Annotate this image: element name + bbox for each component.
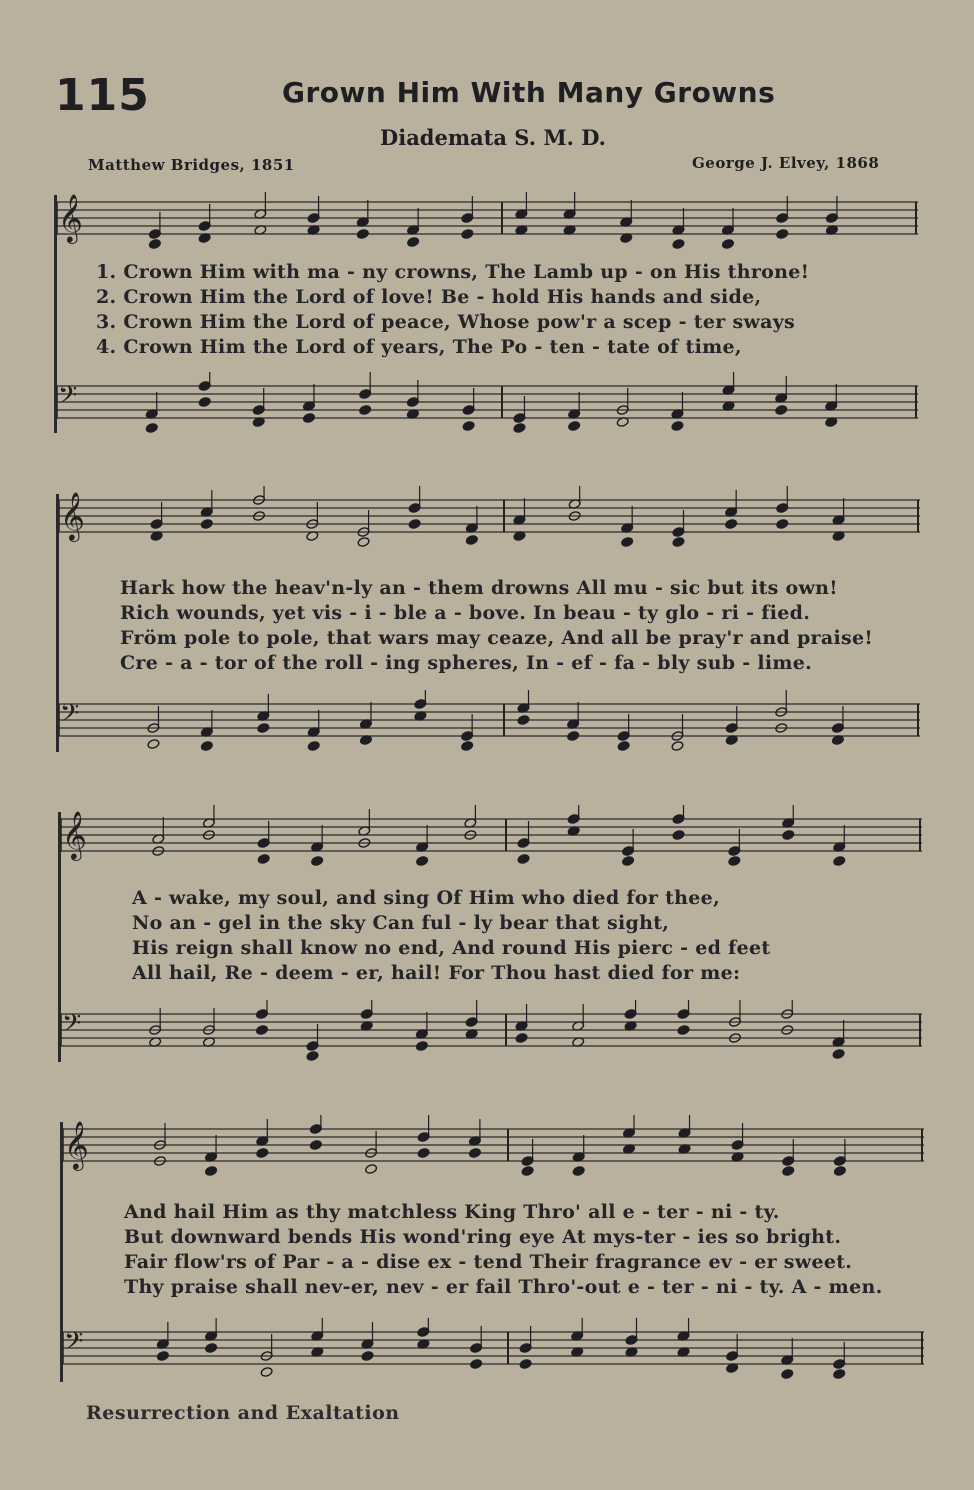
treble-staff: [58, 486, 920, 556]
note-head: [356, 229, 369, 240]
note-head: [833, 1166, 846, 1177]
note-head: [415, 1041, 428, 1052]
lyric-line: A - wake, my soul, and sing Of Him who died for thee,: [132, 887, 720, 909]
lyric-line: Hark how the heav'n-ly an - them drowns All mu - sic but its own!: [120, 577, 838, 599]
note-head: [256, 1148, 269, 1159]
treble-clef-icon: 𝄞: [64, 1120, 89, 1169]
note-head: [567, 731, 580, 742]
note-head: [145, 423, 158, 434]
section-footer: Resurrection and Exaltation: [86, 1402, 400, 1424]
note-head: [672, 239, 685, 250]
note-head: [306, 1051, 319, 1062]
bass-clef-icon: 𝄢: [62, 1009, 82, 1044]
treble-clef-icon: 𝄞: [58, 193, 83, 242]
lyric-line: Rich wounds, yet vis - i - ble a - bove. In beau - ty glo - ri - fied.: [120, 602, 811, 624]
note-head: [260, 1367, 273, 1378]
note-head: [461, 229, 474, 240]
hymn-number: 115: [55, 70, 150, 121]
note-head: [672, 830, 685, 841]
note-head: [671, 421, 684, 432]
note-head: [672, 537, 685, 548]
note-head: [725, 519, 738, 530]
note-head: [468, 1148, 481, 1159]
note-head: [517, 715, 530, 726]
hymn-title: Grown Him With Many Growns: [282, 76, 776, 109]
author-credit: Matthew Bridges, 1851: [88, 156, 295, 174]
note-head: [517, 854, 530, 865]
note-head: [200, 741, 213, 752]
note-head: [198, 397, 211, 408]
note-head: [470, 1359, 483, 1370]
note-head: [465, 535, 478, 546]
note-head: [200, 519, 213, 530]
lyric-line: 3. Crown Him the Lord of peace, Whose pow'r a scep - ter sways: [96, 311, 796, 333]
lyric-line: All hail, Re - deem - er, hail! For Thou hast died for me:: [132, 962, 741, 984]
note-head: [257, 854, 270, 865]
note-head: [357, 537, 370, 548]
lyric-line: His reign shall know no end, And round His pierc - ed feet: [132, 937, 771, 959]
lyric-line: Thy praise shall nev-er, nev - er fail Thro'-out e - ter - ni - ty. A - men.: [124, 1276, 883, 1298]
note-head: [782, 830, 795, 841]
note-head: [365, 1164, 378, 1175]
note-head: [148, 239, 161, 250]
lyric-line: Fair flow'rs of Par - a - dise ex - tend Their fragrance ev - er sweet.: [124, 1251, 853, 1273]
note-head: [568, 421, 581, 432]
bass-staff: [58, 690, 920, 760]
note-head: [462, 421, 475, 432]
note-head: [677, 1025, 690, 1036]
treble-clef-icon: 𝄞: [60, 491, 85, 540]
treble-staff: [60, 805, 922, 875]
note-head: [256, 1025, 269, 1036]
treble-staff: [62, 1115, 924, 1185]
bass-clef-icon: 𝄢: [60, 699, 80, 734]
bass-staff: [60, 1000, 922, 1070]
note-head: [361, 1351, 374, 1362]
note-head: [408, 519, 421, 530]
bass-clef-icon: 𝄢: [64, 1327, 84, 1362]
bass-staff: [62, 1318, 924, 1388]
note-head: [205, 1343, 218, 1354]
lyric-line: 1. Crown Him with ma - ny crowns, The Lamb up - on His throne!: [96, 261, 810, 283]
note-head: [302, 413, 315, 424]
composer-credit: George J. Elvey, 1868: [692, 154, 880, 172]
note-head: [156, 1351, 169, 1362]
lyric-line: And hail Him as thy matchless King Thro' all e - ter - ni - ty.: [124, 1201, 780, 1223]
note-head: [621, 537, 634, 548]
bass-staff: [56, 372, 918, 442]
note-head: [311, 856, 324, 867]
note-head: [307, 741, 320, 752]
note-head: [515, 1033, 528, 1044]
lyric-line: 4. Crown Him the Lord of years, The Po - ten - tate of time,: [96, 336, 742, 358]
note-head: [832, 1049, 845, 1060]
note-head: [622, 856, 635, 867]
lyric-line: 2. Crown Him the Lord of love! Be - hold His hands and side,: [96, 286, 762, 308]
note-head: [833, 1369, 846, 1380]
note-head: [782, 1166, 795, 1177]
lyric-line: But downward bends His wond'ring eye At mys-ter - ies so bright.: [124, 1226, 842, 1248]
note-head: [728, 856, 741, 867]
note-head: [407, 237, 420, 248]
note-head: [781, 1369, 794, 1380]
note-head: [461, 741, 474, 752]
lyric-line: No an - gel in the sky Can ful - ly bear that sight,: [132, 912, 670, 934]
note-head: [205, 1166, 218, 1177]
note-head: [776, 229, 789, 240]
note-head: [309, 1140, 322, 1151]
note-head: [417, 1148, 430, 1159]
bass-clef-icon: 𝄢: [58, 381, 78, 416]
note-head: [775, 405, 788, 416]
note-head: [257, 723, 270, 734]
note-head: [519, 1359, 532, 1370]
note-head: [721, 239, 734, 250]
note-head: [617, 741, 630, 752]
note-head: [359, 405, 372, 416]
tune-name: Diademata S. M. D.: [380, 125, 606, 150]
lyric-line: Cre - a - tor of the roll - ing spheres, In - ef - fa - bly sub - lime.: [120, 652, 813, 674]
treble-clef-icon: 𝄞: [62, 810, 87, 859]
note-head: [572, 1166, 585, 1177]
note-head: [833, 856, 846, 867]
note-head: [671, 741, 684, 752]
note-head: [776, 519, 789, 530]
note-head: [513, 423, 526, 434]
note-head: [147, 739, 160, 750]
treble-staff: [56, 188, 918, 258]
note-head: [521, 1166, 534, 1177]
note-head: [416, 856, 429, 867]
lyric-line: Fröm pole to pole, that wars may ceaze, And all be pray'r and praise!: [120, 627, 873, 649]
